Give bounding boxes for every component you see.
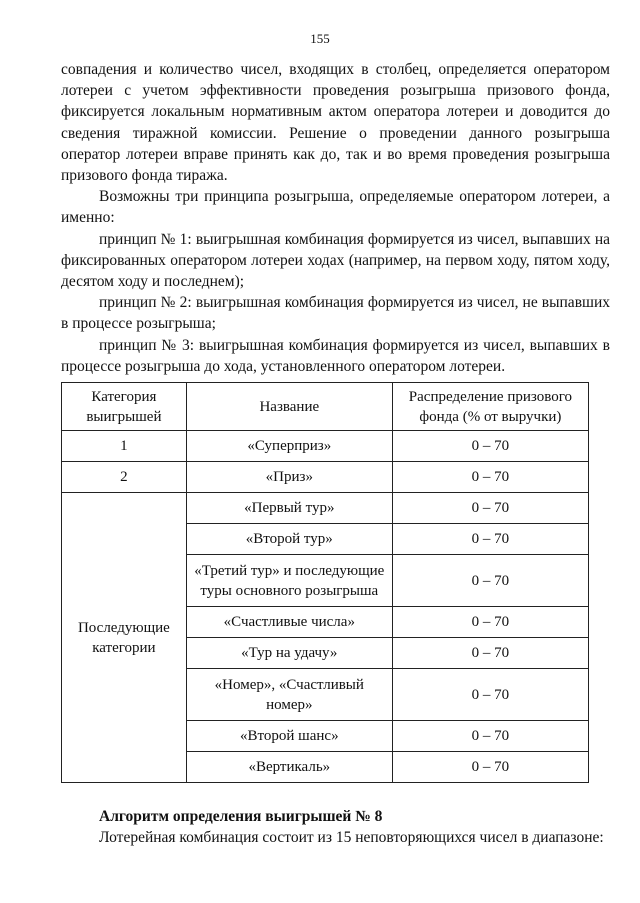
table-row (62, 431, 589, 462)
cell-share: 0 – 70 (392, 493, 588, 524)
paragraph: принцип № 3: выигрышная комбинация формируется из чисел, выпавших в процессе розыгрыша до хода, установленного оператором лотереи. (61, 336, 610, 375)
cell-share: 0 – 70 (392, 721, 588, 752)
body-text (61, 59, 610, 377)
paragraph: принцип № 1: выигрышная комбинация формируется из чисел, выпавших на фиксированных оператором лотереи ходах (например, на первом ходу, пятом ходу, десятом ходу и последнем); (61, 230, 610, 291)
cell-name: «Приз» (186, 462, 392, 493)
cell-share: 0 – 70 (392, 524, 588, 555)
section-text: Лотерейная комбинация состоит из 15 неповторяющихся чисел в диапазоне: (99, 829, 604, 846)
cell-share: 0 – 70 (392, 669, 588, 721)
cell-name: «Первый тур» (186, 493, 392, 524)
cell-category: 2 (62, 462, 187, 493)
cell-name: «Второй тур» (186, 524, 392, 555)
page-number: 155 (310, 31, 330, 46)
cell-name: «Суперприз» (186, 431, 392, 462)
header-share: Распределение призового фонда (% от выручки) (392, 383, 588, 431)
cell-share: 0 – 70 (392, 431, 588, 462)
cell-share: 0 – 70 (392, 555, 588, 607)
cell-share: 0 – 70 (392, 607, 588, 638)
cell-name: «Вертикаль» (186, 752, 392, 783)
cell-name: «Тур на удачу» (186, 638, 392, 669)
paragraph: Возможны три принципа розыгрыша, определяемые оператором лотереи, а именно: (61, 188, 610, 227)
table-row (62, 493, 589, 524)
cell-share: 0 – 70 (392, 752, 588, 783)
table-row (62, 462, 589, 493)
paragraph: совпадения и количество чисел, входящих в столбец, определяется оператором лотереи с учетом эффективности проведения розыгрыша призового фонда, фиксируется локальным нормативным актом оператора лотереи и доводится до сведения тиражной комиссии. Решение о проведении данного розыгрыша оператор лотереи вправе принять как до, так и во время проведения розыгрыша призового фонда тиража. (61, 61, 610, 185)
header-category: Категория выигрышей (62, 383, 187, 431)
cell-share: 0 – 70 (392, 462, 588, 493)
cell-share: 0 – 70 (392, 638, 588, 669)
cell-name: «Третий тур» и последующие туры основного розыгрыша (186, 555, 392, 607)
cell-name: «Второй шанс» (186, 721, 392, 752)
prize-distribution-table (61, 382, 589, 783)
cell-category: 1 (62, 431, 187, 462)
section-heading: Алгоритм определения выигрышей № 8 (99, 808, 383, 825)
cell-name: «Номер», «Счастливый номер» (186, 669, 392, 721)
cell-group-category: Последующие категории (62, 493, 187, 783)
paragraph: принцип № 2: выигрышная комбинация формируется из чисел, не выпавших в процессе розыгрыша; (61, 294, 610, 333)
header-name: Название (186, 383, 392, 431)
cell-name: «Счастливые числа» (186, 607, 392, 638)
table-header-row (62, 383, 589, 431)
